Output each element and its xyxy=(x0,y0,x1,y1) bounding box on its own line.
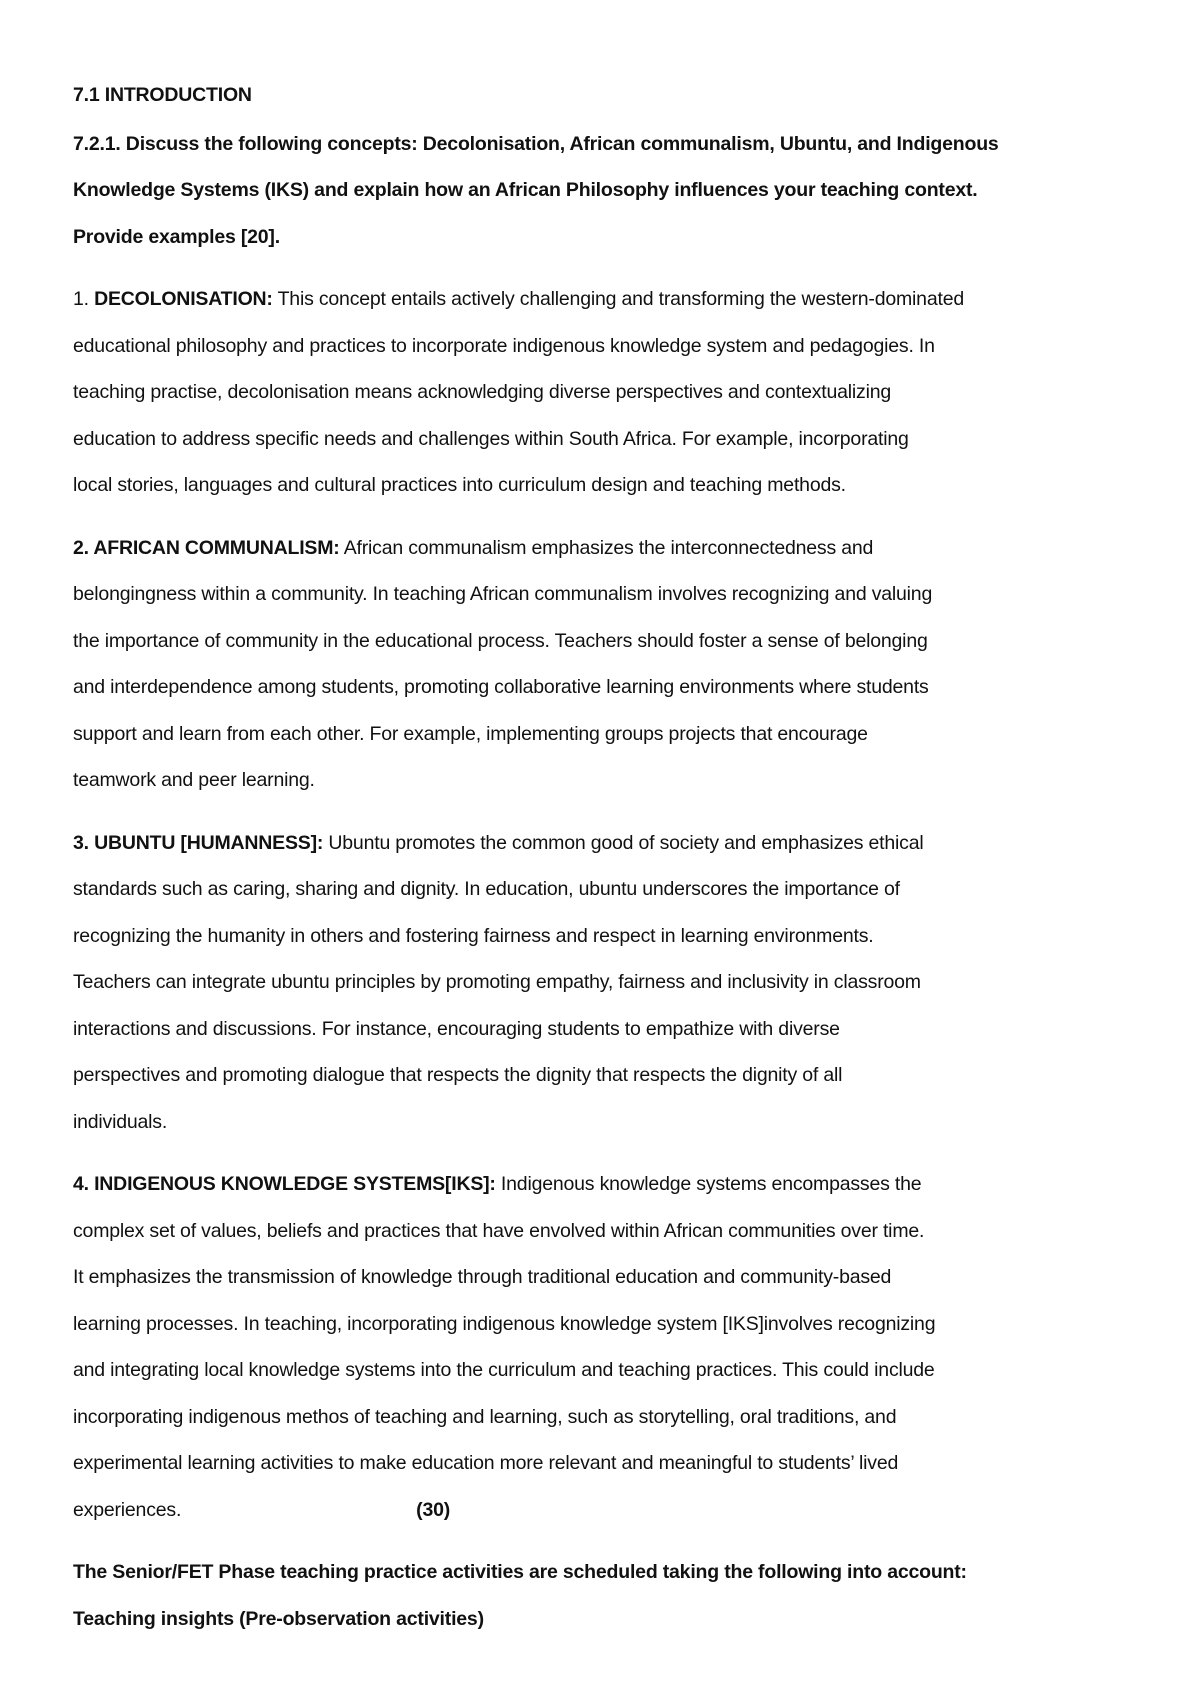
footer-line: Teaching insights (Pre-observation activities) xyxy=(73,1607,484,1630)
paragraph-line: It emphasizes the transmission of knowledge through traditional education and community-based xyxy=(73,1266,892,1288)
paragraph-first-line xyxy=(73,820,1138,867)
footer-line: The Senior/FET Phase teaching practice activities are scheduled taking the following into account: xyxy=(73,1561,967,1583)
paragraph-label: 4. INDIGENOUS KNOWLEDGE SYSTEMS[IKS]: xyxy=(73,1173,496,1195)
paragraph-line: learning processes. In teaching, incorporating indigenous knowledge system [IKS]involves recognizing xyxy=(73,1312,936,1335)
paragraph-line: incorporating indigenous methos of teaching and learning, such as storytelling, oral traditions, and xyxy=(73,1405,897,1428)
question-block xyxy=(73,121,1138,261)
paragraph-text: Ubuntu promotes the common good of society and emphasizes ethical xyxy=(323,831,924,854)
paragraph-line: Teachers can integrate ubuntu principles by promoting empathy, fairness and inclusivity in classroom xyxy=(73,971,921,993)
paragraph-line: teaching practise, decolonisation means acknowledging diverse perspectives and contextualizing xyxy=(73,381,892,403)
paragraph-decolonisation xyxy=(73,276,1138,509)
paragraph-label: DECOLONISATION: xyxy=(94,288,273,310)
paragraph-label: 3. UBUNTU [HUMANNESS]: xyxy=(73,831,324,854)
paragraph-label: 2. AFRICAN COMMUNALISM: xyxy=(73,536,340,559)
paragraph-ubuntu xyxy=(73,820,1138,1146)
paragraph-line: the importance of community in the educational process. Teachers should foster a sense of belonging xyxy=(73,629,928,652)
marks-total: (30) xyxy=(416,1498,451,1521)
paragraph-text: experiences. xyxy=(73,1498,182,1521)
question-line: Knowledge Systems (IKS) and explain how an African Philosophy influences your teaching context. xyxy=(73,179,978,201)
paragraph-line: individuals. xyxy=(73,1110,168,1133)
paragraph-first-line xyxy=(73,276,1138,323)
section-heading: 7.1 INTRODUCTION xyxy=(73,84,252,106)
paragraph-text: This concept entails actively challenging and transforming the western-dominated xyxy=(272,288,964,310)
document-page xyxy=(73,72,1138,1642)
paragraph-iks xyxy=(73,1161,1138,1533)
footer-block xyxy=(73,1549,1138,1642)
paragraph-line: teamwork and peer learning. xyxy=(73,769,315,791)
paragraph-african-communalism xyxy=(73,525,1138,804)
paragraph-line: education to address specific needs and challenges within South Africa. For example, incorporating xyxy=(73,427,909,450)
paragraph-line: educational philosophy and practices to incorporate indigenous knowledge system and pedagogies. In xyxy=(73,334,935,357)
paragraph-line: belongingness within a community. In teaching African communalism involves recognizing and valuing xyxy=(73,583,933,605)
paragraph-line: experimental learning activities to make education more relevant and meaningful to students’ lived xyxy=(73,1452,899,1474)
paragraph-line: complex set of values, beliefs and practices that have envolved within African communities over time. xyxy=(73,1219,925,1242)
paragraph-text: Indigenous knowledge systems encompasses the xyxy=(495,1173,922,1195)
paragraph-line: and integrating local knowledge systems into the curriculum and teaching practices. This could include xyxy=(73,1359,935,1381)
paragraph-line: perspectives and promoting dialogue that respects the dignity that respects the dignity of all xyxy=(73,1064,843,1086)
paragraph-line: recognizing the humanity in others and fostering fairness and respect in learning environments. xyxy=(73,924,874,947)
paragraph-first-line xyxy=(73,1161,1138,1208)
paragraph-line: local stories, languages and cultural practices into curriculum design and teaching methods. xyxy=(73,474,846,496)
paragraph-first-line xyxy=(73,525,1138,572)
paragraph-line: support and learn from each other. For example, implementing groups projects that encourage xyxy=(73,722,868,745)
question-line: 7.2.1. Discuss the following concepts: Decolonisation, African communalism, Ubuntu, and Indigenous xyxy=(73,132,999,155)
paragraph-number: 1. xyxy=(73,288,95,310)
paragraph-last-line xyxy=(73,1487,1138,1534)
paragraph-text: African communalism emphasizes the interconnectedness and xyxy=(339,536,874,559)
paragraph-line: interactions and discussions. For instance, encouraging students to empathize with diverse xyxy=(73,1017,840,1040)
question-line: Provide examples [20]. xyxy=(73,225,280,248)
paragraph-line: standards such as caring, sharing and dignity. In education, ubuntu underscores the importance of xyxy=(73,878,900,900)
paragraph-line: and interdependence among students, promoting collaborative learning environments where students xyxy=(73,676,929,698)
